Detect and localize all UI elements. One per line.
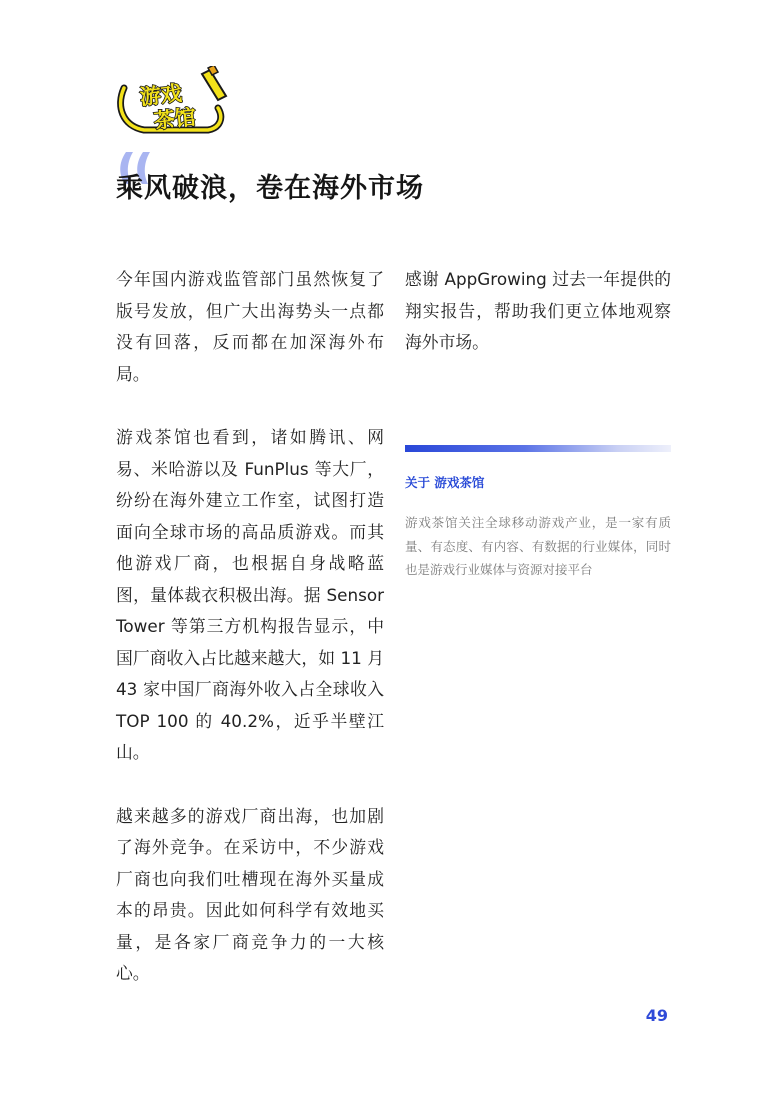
left-column [116,264,384,1022]
about-title: 关于 游戏茶馆 [405,475,485,490]
logo-text-line2: 茶馆 [152,104,198,134]
page-number: 49 [645,1006,668,1025]
paragraph: 感谢 AppGrowing 过去一年提供的翔实报告，帮助我们更立体地观察海外市场。 [405,269,671,352]
game-teahouse-logo [114,66,230,140]
paragraph: 今年国内游戏监管部门虽然恢复了版号发放，但广大出海势头一点都没有回落，反而都在加深海外布局。 [116,269,384,384]
right-column [405,264,671,391]
accent-divider [405,445,671,452]
paragraph: 越来越多的游戏厂商出海，也加剧了海外竞争。在采访中，不少游戏厂商也向我们吐槽现在海外买量成本的昂贵。因此如何科学有效地买量，是各家厂商竞争力的一大核心。 [116,805,384,983]
paragraph: 游戏茶馆也看到，诸如腾讯、网易、米哈游以及 FunPlus 等大厂，纷纷在海外建立工作室，试图打造面向全球市场的高品质游戏。而其他游戏厂商，也根据自身战略蓝图，量体裁衣积极出海。据 Sensor Tower 等第三方机构报告显示，中国厂商收入占比越来越大，如 11 月 43 家中国厂商海外收入占全球收入 TOP 100 的 40.2%，近乎半壁江山。 [116,427,384,762]
about-text: 游戏茶馆关注全球移动游戏产业，是一家有质量、有态度、有内容、有数据的行业媒体，同时也是游戏行业媒体与资源对接平台 [405,515,671,577]
logo-text-line1: 游戏 [138,81,184,110]
page-title: 乘风破浪，卷在海外市场 [116,173,424,204]
